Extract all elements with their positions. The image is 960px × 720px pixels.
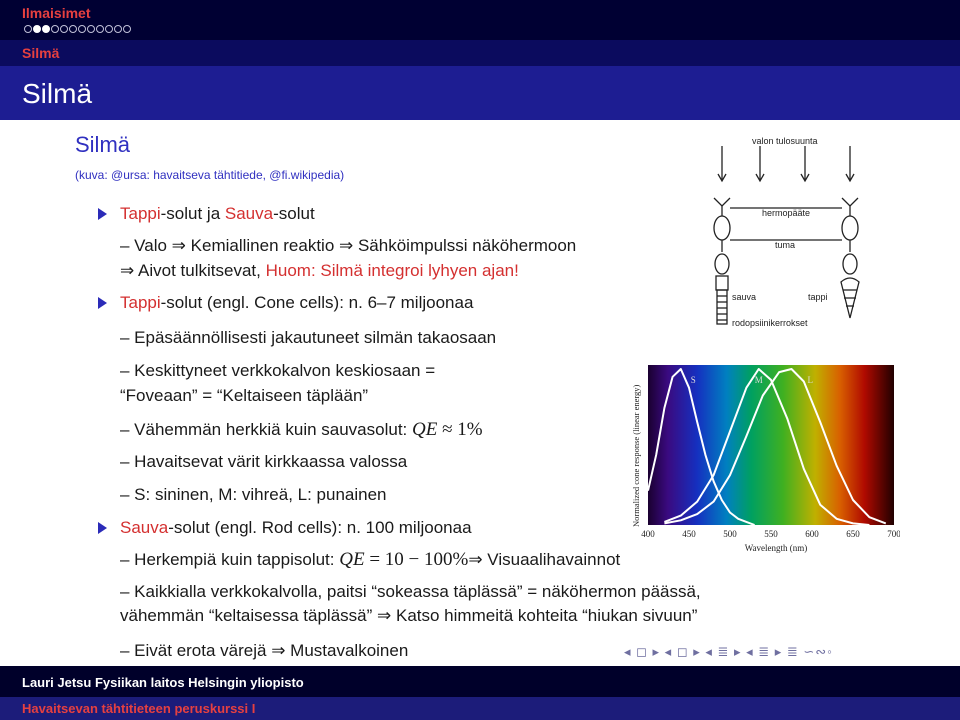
- footer-authors-bar: [0, 666, 960, 697]
- sub-item-look-aside: vähemmän “keltaisessa täplässä” ⇒ Katso himmeitä kohteita “hiukan sivuun”: [120, 606, 698, 625]
- nav-dot[interactable]: [114, 25, 122, 33]
- bullet-cone-cells: Tappi-solut (engl. Cone cells): n. 6–7 miljoonaa: [120, 293, 474, 312]
- series-label-M: M: [754, 375, 763, 385]
- cone-label: tappi: [808, 292, 828, 302]
- nav-dot[interactable]: [96, 25, 104, 33]
- frame-title: Silmä: [22, 78, 93, 109]
- footer-course: Havaitsevan tähtitieteen peruskurssi I: [22, 701, 256, 716]
- x-tick-label: 500: [723, 529, 737, 539]
- sub-item-more-sensitive: – Herkempiä kuin tappisolut: QE = 10 − 100%⇒ Visuaalihavainnot: [120, 549, 621, 570]
- series-label-L: L: [807, 375, 813, 385]
- x-tick-label: 700: [887, 529, 900, 539]
- spectrum-background: [648, 365, 894, 525]
- rhodopsin-label: rodopsiinikerrokset: [732, 318, 808, 328]
- nav-dot[interactable]: [78, 25, 86, 33]
- nav-dot[interactable]: [33, 25, 41, 33]
- x-tick-label: 400: [641, 529, 655, 539]
- header-bar: [0, 0, 960, 40]
- section-title[interactable]: Ilmaisimet: [22, 5, 91, 21]
- sub-item-sml: – S: sininen, M: vihreä, L: punainen: [120, 485, 387, 504]
- nav-dot[interactable]: [51, 25, 59, 33]
- bullet-arrow-icon: [98, 208, 107, 220]
- nav-dot[interactable]: [24, 25, 32, 33]
- sub-item-concentrated: – Keskittyneet verkkokalvon keskiosaan =: [120, 361, 436, 380]
- x-axis-label: Wavelength (nm): [744, 543, 808, 553]
- footer-course-bar: [0, 697, 960, 720]
- nav-dot[interactable]: [60, 25, 68, 33]
- nucleus-label: tuma: [775, 240, 796, 250]
- sub-item-colors: – Havaitsevat värit kirkkaassa valossa: [120, 452, 408, 471]
- sub-item-no-colors: – Eivät erota värejä ⇒ Mustavalkoinen: [120, 641, 409, 660]
- nav-dot[interactable]: [87, 25, 95, 33]
- bullet-arrow-icon: [98, 522, 107, 534]
- x-tick-label: 550: [764, 529, 778, 539]
- nav-dot[interactable]: [123, 25, 131, 33]
- navigation-dots[interactable]: [24, 25, 131, 33]
- sub-item-everywhere: – Kaikkialla verkkokalvolla, paitsi “sokeassa täplässä” = näköhermon päässä,: [120, 582, 701, 601]
- photoreceptor-figure: [700, 132, 900, 332]
- rod-label: sauva: [732, 292, 757, 302]
- x-tick-label: 650: [846, 529, 860, 539]
- bullet-rod-cells: Sauva-solut (engl. Rod cells): n. 100 miljoonaa: [120, 518, 472, 537]
- frame-title-bar: [0, 66, 960, 120]
- x-tick-label: 450: [682, 529, 696, 539]
- block-title: Silmä: [75, 132, 131, 157]
- cone-response-svg: [626, 355, 900, 555]
- light-direction-label: valon tulosuunta: [752, 136, 818, 146]
- image-credit: (kuva: @ursa: havaitseva tähtitiede, @fi.wikipedia): [75, 168, 345, 182]
- sub-item-light-reaction: – Valo ⇒ Kemiallinen reaktio ⇒ Sähköimpulssi näköhermoon: [120, 236, 577, 255]
- subsection-title[interactable]: Silmä: [22, 45, 60, 61]
- y-axis-label: Normalized cone response (linear energy): [631, 384, 641, 527]
- series-label-S: S: [690, 375, 696, 385]
- footer-authors: Lauri Jetsu Fysiikan laitos Helsingin yliopisto: [22, 675, 304, 690]
- x-tick-label: 600: [805, 529, 819, 539]
- photoreceptor-drawing: [700, 132, 900, 332]
- nav-dot[interactable]: [69, 25, 77, 33]
- sub-item-fovea: “Foveaan” = “Keltaiseen täplään”: [120, 386, 369, 405]
- cone-response-chart: [626, 355, 900, 555]
- sub-item-brain: ⇒ Aivot tulkitsevat, Huom: Silmä integroi lyhyen ajan!: [120, 261, 519, 280]
- beamer-navigation-icons[interactable]: ◂ ◻ ▸ ◂ ◻ ▸ ◂ ≣ ▸ ◂ ≣ ▸ ≣ ∽∾◦: [624, 644, 833, 659]
- subsection-bar: [0, 40, 960, 66]
- nav-dot[interactable]: [42, 25, 50, 33]
- nav-dot[interactable]: [105, 25, 113, 33]
- sub-item-irregular: – Epäsäännöllisesti jakautuneet silmän takaosaan: [120, 328, 497, 347]
- nerve-ending-label: hermopääte: [762, 208, 811, 218]
- bullet-tappi-sauva: Tappi-solut ja Sauva-solut: [120, 204, 315, 223]
- sub-item-less-sensitive: – Vähemmän herkkiä kuin sauvasolut: QE ≈ 1%: [120, 419, 483, 440]
- bullet-arrow-icon: [98, 297, 107, 309]
